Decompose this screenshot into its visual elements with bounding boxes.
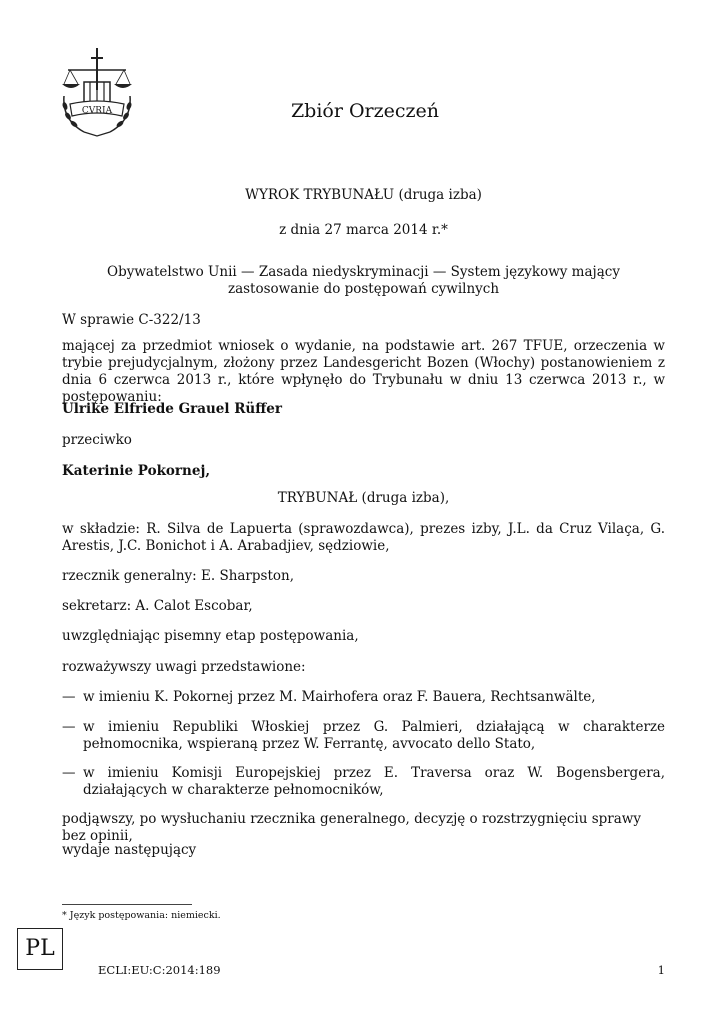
page-title: Zbiór Orzeczeń	[290, 100, 440, 122]
case-subject: mającej za przedmiot wniosek o wydanie, na podstawie art. 267 TFUE, orzeczenia w trybie prejudycjalnym, złożony przez Landesgericht Bozen (Włochy) postanowieniem z dnia 6 czerwca 2013 r., które wpłynęło do Trybunału w dniu 13 czerwca 2013 r., w postępowaniu:	[62, 338, 665, 405]
case-number: W sprawie C-322/13	[62, 312, 201, 328]
page-number: 1	[657, 963, 665, 977]
ecli-identifier: ECLI:EU:C:2014:189	[98, 963, 221, 977]
judgment-date	[62, 222, 665, 239]
bullet-dash: —	[62, 689, 76, 705]
court-emblem-icon	[54, 46, 140, 138]
footnote-divider	[62, 904, 192, 905]
observations-intro: rozważywszy uwagi przedstawione:	[62, 659, 306, 675]
language-code-box: PL	[17, 928, 63, 970]
bullet-dash: —	[62, 719, 76, 735]
observation-item	[62, 719, 665, 753]
observation-item	[62, 765, 665, 799]
decision-note: podjąwszy, po wysłuchaniu rzecznika generalnego, decyzję o rozstrzygnięciu sprawy bez opinii,	[62, 811, 641, 844]
registrar: sekretarz: A. Calot Escobar,	[62, 598, 253, 614]
bullet-dash: —	[62, 765, 76, 781]
closing-line: wydaje następujący	[62, 842, 197, 858]
court-name: TRYBUNAŁ (druga izba),	[277, 490, 450, 506]
procedure-note: uwzględniając pisemny etap postępowania,	[62, 628, 359, 644]
observation-text: w imieniu Republiki Włoskiej przez G. Palmieri, działającą w charakterze pełnomocnika, wspieraną przez W. Ferrantę, avvocato dello Stato,	[83, 719, 665, 752]
observation-text: w imieniu Komisji Europejskiej przez E. Traversa oraz W. Bogensbergera, działających w charakterze pełnomocników,	[83, 765, 665, 798]
party-defendant: Katerinie Pokornej,	[62, 463, 211, 479]
observation-item	[62, 689, 665, 706]
versus-label: przeciwko	[62, 432, 132, 448]
judgment-date-text: z dnia 27 marca 2014 r.*	[279, 222, 448, 238]
footnote: * Język postępowania: niemiecki.	[62, 910, 221, 921]
advocate-general: rzecznik generalny: E. Sharpston,	[62, 568, 294, 584]
logo-text: CVRIA	[81, 106, 113, 116]
judgment-heading: WYROK TRYBUNAŁU (druga izba)	[245, 187, 482, 203]
party-applicant: Ulrike Elfriede Grauel Rüffer	[62, 401, 283, 417]
observation-text: w imieniu K. Pokornej przez M. Mairhofera oraz F. Bauera, Rechtsanwälte,	[83, 689, 596, 705]
case-keywords: Obywatelstwo Unii — Zasada niedyskryminacji — System językowy mający zastosowanie do postępowań cywilnych	[107, 264, 620, 297]
court-composition: w składzie: R. Silva de Lapuerta (sprawozdawca), prezes izby, J.L. da Cruz Vilaça, G. Arestis, J.C. Bonichot i A. Arabadjiev, sędziowie,	[62, 521, 665, 554]
cvria-logo	[54, 46, 140, 138]
